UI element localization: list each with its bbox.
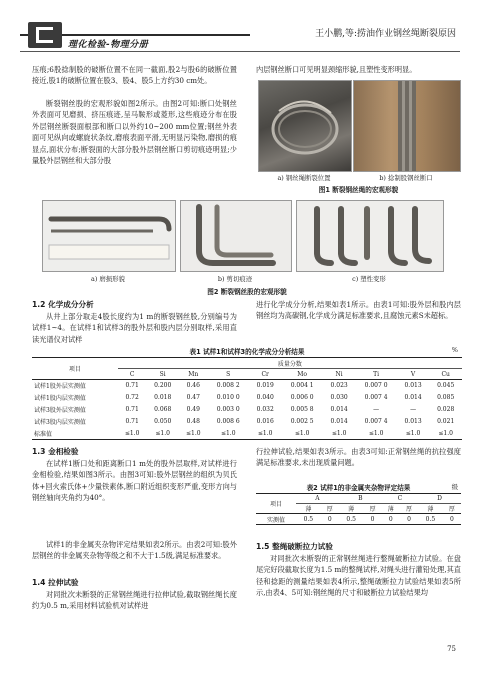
table1-cell: ≤1.0 (294, 429, 310, 437)
table1-cell: 0.010 0 (216, 394, 240, 401)
table1-cell: 0.007 0 (364, 382, 388, 390)
table-row (32, 416, 462, 428)
table1-item-header: 项目 (32, 358, 118, 380)
table1-cell: 0.014 (404, 394, 422, 401)
table-row (32, 392, 462, 404)
table-row (32, 428, 462, 440)
table1-cell: 0.71 (125, 406, 139, 413)
table2-item-header: 项目 (256, 494, 296, 514)
section-1-2-right-text: 进行化学成分分析,结果如表1所示。由表1可知:股外层和股内层钢丝均为高碳钢,化学成分满足标准要求,且腐蚀元素S未超标。 (256, 300, 461, 321)
table-row (32, 380, 462, 392)
table1-cell: 0.013 (404, 418, 422, 425)
running-title: 王小鹏,等:捞油作业钢丝绳断裂原因 (315, 29, 456, 39)
table1-cell: ≤1.0 (405, 429, 421, 437)
table2-unit: 级 (451, 483, 458, 491)
table1-cell: 0.46 (186, 382, 200, 390)
table2-group-header: C (382, 494, 418, 504)
table1-col-header: Cu (441, 370, 450, 378)
table1-cell: 0.48 (186, 418, 200, 425)
table1-cell: ≤1.0 (331, 429, 347, 437)
sheared-wire-icon (181, 201, 291, 271)
page-number: 75 (447, 645, 456, 653)
figure2c-caption: c) 塑性变形 (352, 275, 386, 283)
table1-cell: ≤1.0 (368, 429, 384, 437)
wire-rope-icon (259, 81, 351, 171)
table2-sub-header: 薄 (387, 506, 394, 513)
table1-row-label: 标准值 (34, 430, 53, 438)
table1-cell: 0.023 (330, 382, 348, 390)
table2-sub-header: 厚 (369, 506, 376, 513)
table1-title: 表1 试样1和试样3的化学成分分析结果 (189, 348, 305, 356)
table2-group-header: D (418, 494, 461, 504)
intro-right-p1: 内层钢丝断口可见明显颈缩形貌,且塑性变形明显。 (256, 65, 417, 74)
worn-wire-icon (43, 201, 175, 271)
table1-cell: 0.040 (256, 394, 274, 401)
section-1-3-p1: 在试样1断口处和距离断口1 m处的股外层取样,对试样进行金相检验,结果如图3所示。由图3可知:股外层钢丝的组织为贝氏体+回火索氏体+少量铁素体,断口附近组织变形严重,变形方向与钢丝轴向夹角约为40°。 (32, 459, 237, 503)
figure2b-caption: b) 剪切痕迹 (217, 275, 253, 283)
table1-cell: 0.47 (186, 394, 200, 401)
table1-cell: 0.018 (154, 394, 172, 401)
figure2a-photo (42, 200, 176, 272)
table1-cell: 0.013 (404, 382, 422, 390)
table1-cell: 0.003 0 (216, 406, 240, 413)
table1-col-header: Si (159, 370, 166, 378)
table2-cell: 0 (407, 515, 411, 523)
intro-left-p2: 断裂钢丝股的宏观形貌如图2所示。由图2可知:断口处钢丝外表面可见磨损、挤压痕迹,呈马鞍形或菱形,这些痕迹分布在股外层钢丝断裂面根部和断口以外约10~200 mm位置;钢丝外表面可见纵向或螺旋状条纹,磨痕表面平滑,无明显污染物,磨损的痕显点,面状分布;断裂面的大部分股外层钢丝断口剪切痕迹明显;少量股外层钢丝和大部分股 (32, 99, 237, 166)
table2-cell: 0 (327, 515, 332, 523)
table1-cell: 0.021 (437, 418, 455, 425)
figure2-caption: 图2 断裂钢丝股的宏观形貌 (207, 288, 287, 296)
table1-col-header: Ni (335, 370, 343, 378)
table1-cell: 0.72 (125, 394, 139, 401)
table2-cell: 0 (449, 515, 454, 523)
table1-cell: 0.006 0 (290, 394, 314, 401)
table1-col-header: V (410, 370, 416, 378)
right-lower-p1: 行拉伸试验,结果如表3所示。由表3可知:正常钢丝绳的抗拉强度满足标准要求,未出现质量问题。 (256, 447, 461, 468)
section-1-5-heading: 1.5 整绳破断拉力试验 (256, 542, 333, 551)
header-rule (20, 51, 460, 52)
figure2b-photo (180, 200, 292, 272)
table1-cell: 0.068 (154, 406, 172, 413)
table2-sub-header: 薄 (348, 506, 355, 513)
section-1-4-heading: 1.4 拉伸试验 (32, 578, 79, 587)
table1-unit: % (451, 346, 458, 354)
table2-sub-header: 厚 (405, 506, 412, 513)
table2-group-header: B (339, 494, 382, 504)
section-1-2-heading: 1.2 化学成分分析 (32, 300, 94, 309)
journal-logo (20, 22, 250, 50)
figure1-caption: 图1 断裂钢丝绳的宏观形貌 (318, 186, 399, 194)
table2-cell: 0.5 (346, 515, 356, 523)
table1-cell: 0.019 (256, 382, 274, 390)
intro-left-p1: 压痕;6股捻制股的破断位置不在同一截面,股2与股6的破断位置接近,股1的破断位置在股3、股4、股5上方约30 cm处。 (32, 65, 237, 86)
table1-cell: ≤1.0 (438, 429, 453, 437)
deformed-wire-icon (297, 201, 443, 271)
table1-cell: 0.085 (437, 394, 455, 401)
table1-col-header: Ti (373, 370, 380, 378)
table2-title: 表2 试样1的非金属夹杂物评定结果 (306, 484, 411, 492)
table1-cell: 0.71 (125, 382, 139, 390)
table1-cell: — (373, 406, 380, 413)
table1-col-header: Mo (297, 370, 308, 378)
table1-group-header: 质量分数 (118, 358, 462, 369)
section-1-3-heading: 1.3 金相检验 (32, 447, 79, 456)
table1-cell: 0.050 (154, 418, 172, 425)
figure2c-photo (296, 200, 444, 272)
table2 (256, 493, 461, 525)
table1-col-header: Cr (261, 370, 269, 378)
table2-cell: 0 (388, 515, 393, 523)
table1-cell: 0.200 (154, 382, 172, 390)
table1-cell: 0.032 (256, 406, 274, 413)
table1-row-label: 试样1股外层实测值 (34, 383, 86, 391)
table1-cell: ≤1.0 (124, 429, 140, 437)
table1-col-header: S (226, 370, 231, 378)
table1-cell: 0.007 4 (364, 418, 388, 425)
table1-cell: 0.016 (256, 418, 274, 425)
table1-col-header: C (129, 370, 135, 378)
table2-sub-header: 厚 (448, 506, 455, 513)
table1-cell: 0.028 (437, 406, 455, 413)
figure1b-caption: b) 捻制股钢丝断口 (379, 174, 433, 182)
table1 (32, 357, 462, 440)
table1-cell: 0.014 (330, 406, 348, 413)
table1-cell: ≤1.0 (185, 429, 201, 437)
table1-cell: 0.014 (330, 418, 348, 425)
table1-cell: 0.008 2 (216, 382, 240, 390)
table1-row-label: 试样1股内层实测值 (34, 395, 86, 402)
table2-sub-header: 厚 (326, 506, 333, 513)
table2-sub-header: 薄 (305, 506, 312, 513)
table1-cell: 0.008 6 (216, 418, 240, 425)
table2-cell: 0.5 (425, 515, 436, 523)
table1-cell: — (410, 406, 417, 413)
table2-sub-header: 薄 (427, 506, 434, 513)
table1-cell: 0.49 (186, 406, 200, 413)
section-1-2-left-text: 从井上部分取走4股长度约为1 m的断裂钢丝股,分别编号为试样1~4。在试样1和试样3的股外层和股内层分别取样,采用直读光谱仪对试样 (32, 312, 237, 344)
table1-cell: ≤1.0 (257, 429, 273, 437)
table1-col-header: Mn (188, 370, 199, 378)
figure2a-caption: a) 磨损形貌 (91, 275, 125, 283)
table2-cell: 0.5 (303, 515, 314, 523)
strand-fracture-icon (354, 81, 460, 171)
figure1a-caption: a) 钢丝绳断裂位置 (277, 174, 331, 182)
figure1b-photo (353, 80, 461, 172)
table2-cell: 0 (370, 515, 375, 523)
table1-cell: 0.007 4 (364, 394, 388, 401)
table1-cell: ≤1.0 (155, 429, 170, 437)
table2-row-label: 实测值 (267, 516, 286, 524)
table1-cell: 0.005 8 (290, 406, 314, 413)
table1-row-label: 试样3股内层实测值 (34, 419, 86, 426)
section-1-3-p2: 试样1的非金属夹杂物评定结果如表2所示。由表2可知:股外层钢丝的非金属夹杂物等级之和不大于1.5级,满足标准要求。 (32, 540, 237, 561)
table1-cell: 0.004 1 (290, 382, 314, 390)
section-1-4-p1: 对同批次未断裂的正常钢丝绳进行拉伸试验,截取钢丝绳长度约为0.5 m,采用材料试验机对试样进 (32, 590, 237, 611)
table1-cell: 0.002 5 (290, 418, 314, 425)
section-1-5-p1: 对同批次未断裂的正常钢丝绳进行整绳破断拉力试验。在盘尾完好段截取长度为1.5 m的整绳试样,对绳头进行灌铅处理,其直径和捻距的测量结果如表4所示,整绳破断拉力试验结果如表5所示,由表4、5可知:钢丝绳的尺寸和破断拉力试验结果均 (256, 554, 461, 598)
table2-group-header: A (296, 494, 339, 504)
figure1a-photo (258, 80, 352, 172)
table1-row-label: 试样3股外层实测值 (34, 407, 86, 414)
journal-title: 理化检验-物理分册 (68, 40, 149, 50)
journal-mark-icon (28, 22, 62, 48)
table1-cell: 0.045 (437, 382, 455, 390)
table1-cell: 0.030 (330, 394, 348, 401)
table-row (32, 404, 462, 416)
table1-cell: ≤1.0 (220, 429, 236, 437)
table1-cell: 0.71 (125, 418, 139, 425)
